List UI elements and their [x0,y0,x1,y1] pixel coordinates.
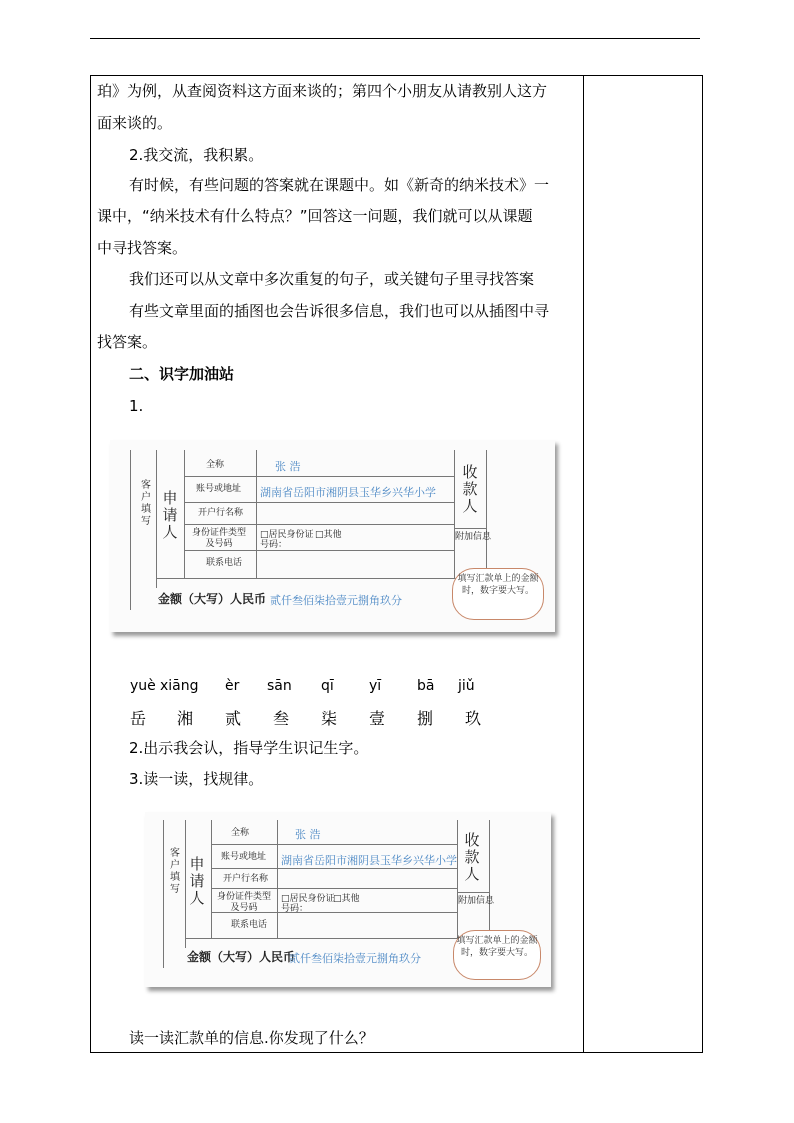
full-name-label: 全称 [206,460,225,470]
paragraph-line: 中寻找答案。 [97,239,188,257]
applicant-label: 申请人 [162,489,178,541]
hanzi: 叁 [273,709,290,728]
hanzi: 壹 [369,709,386,728]
paragraph-line: 珀》为例，从查阅资料这方面来谈的；第四个小朋友从请教别人这方 [97,82,548,100]
paragraph-line: 课中，“纳米技术有什么特点？”回答这一问题，我们就可以从课题 [97,207,533,225]
id-number-label: 号码： [260,540,288,550]
id-number-label: 号码： [281,904,309,914]
bank-label: 开户行名称 [198,508,244,518]
table-column-divider [583,75,584,1053]
full-name-label: 全称 [231,828,250,838]
id-resident-option: □居民身份证 [281,894,335,904]
amount-value: 贰仟叁佰柒拾壹元捌角玖分 [270,594,402,607]
account-value: 湖南省岳阳市湘阴县玉华乡兴华小学 [260,486,436,499]
account-value: 湖南省岳阳市湘阴县玉华乡兴华小学 [281,854,457,867]
extra-info-label: 附加信息 [458,896,495,906]
hanzi: 捌 [417,709,434,728]
hanzi: 玖 [465,709,482,728]
pinyin: jiǔ [458,678,475,694]
payee-label: 收款人 [464,831,480,883]
account-label: 账号或地址 [196,484,242,494]
amount-label: 金额（大写）人民币 [187,950,296,964]
full-name-value: 张 浩 [275,460,301,473]
applicant-label: 申请人 [189,855,205,907]
pinyin: èr [225,678,240,694]
customer-fill-label: 客户填写 [170,848,180,895]
remittance-form-image-2 [145,812,551,987]
list-item-1: 1. [129,397,144,415]
phone-label: 联系电话 [231,920,268,930]
tip-bubble: 填写汇款单上的金额时，数字要大写。 [453,930,541,980]
pinyin: yuè [130,678,156,694]
question-line: 读一读汇款单的信息.你发现了什么？ [129,1029,374,1047]
payee-label: 收款人 [462,463,478,515]
section-heading: 二、识字加油站 [129,365,235,383]
id-label: 身份证件类型及号码 [191,528,246,549]
pinyin: qī [321,678,334,694]
tip-bubble: 填写汇款单上的金额时，数字要大写。 [452,568,544,620]
account-label: 账号或地址 [221,852,267,862]
id-other-option: □其他 [315,530,342,540]
extra-info-label: 附加信息 [455,532,492,542]
paragraph-line: 我们还可以从文章中多次重复的句子，或关键句子里寻找答案 [129,270,535,288]
hanzi: 湘 [177,709,194,728]
header-rule [90,38,700,39]
amount-value: 贰仟叁佰柒拾壹元捌角玖分 [289,952,421,965]
bank-label: 开户行名称 [223,874,269,884]
hanzi: 柒 [321,709,338,728]
id-label: 身份证件类型及号码 [216,892,271,913]
pinyin: yī [369,678,382,694]
phone-label: 联系电话 [206,558,243,568]
id-resident-option: □居民身份证 [260,530,314,540]
list-item-2: 2.我交流，我积累。 [129,146,264,164]
id-other-option: □其他 [333,894,360,904]
pinyin: bā [417,678,435,694]
hanzi: 贰 [225,709,242,728]
paragraph-line: 有时候，有些问题的答案就在课题中。如《新奇的纳米技术》一 [129,176,550,194]
paragraph-line: 有些文章里面的插图也会告诉很多信息，我们也可以从插图中寻 [129,302,550,320]
customer-fill-label: 客户填写 [141,480,151,527]
amount-label: 金额（大写）人民币 [158,592,267,606]
list-item-2b: 2.出示我会认，指导学生识记生字。 [129,739,369,757]
hanzi: 岳 [130,709,147,728]
full-name-value: 张 浩 [295,828,321,841]
paragraph-line: 找答案。 [97,333,158,351]
pinyin: xiāng [160,678,199,694]
list-item-3: 3.读一读，找规律。 [129,770,264,788]
paragraph-line: 面来谈的。 [97,114,173,132]
pinyin: sān [267,678,292,694]
remittance-form-image [110,440,555,632]
